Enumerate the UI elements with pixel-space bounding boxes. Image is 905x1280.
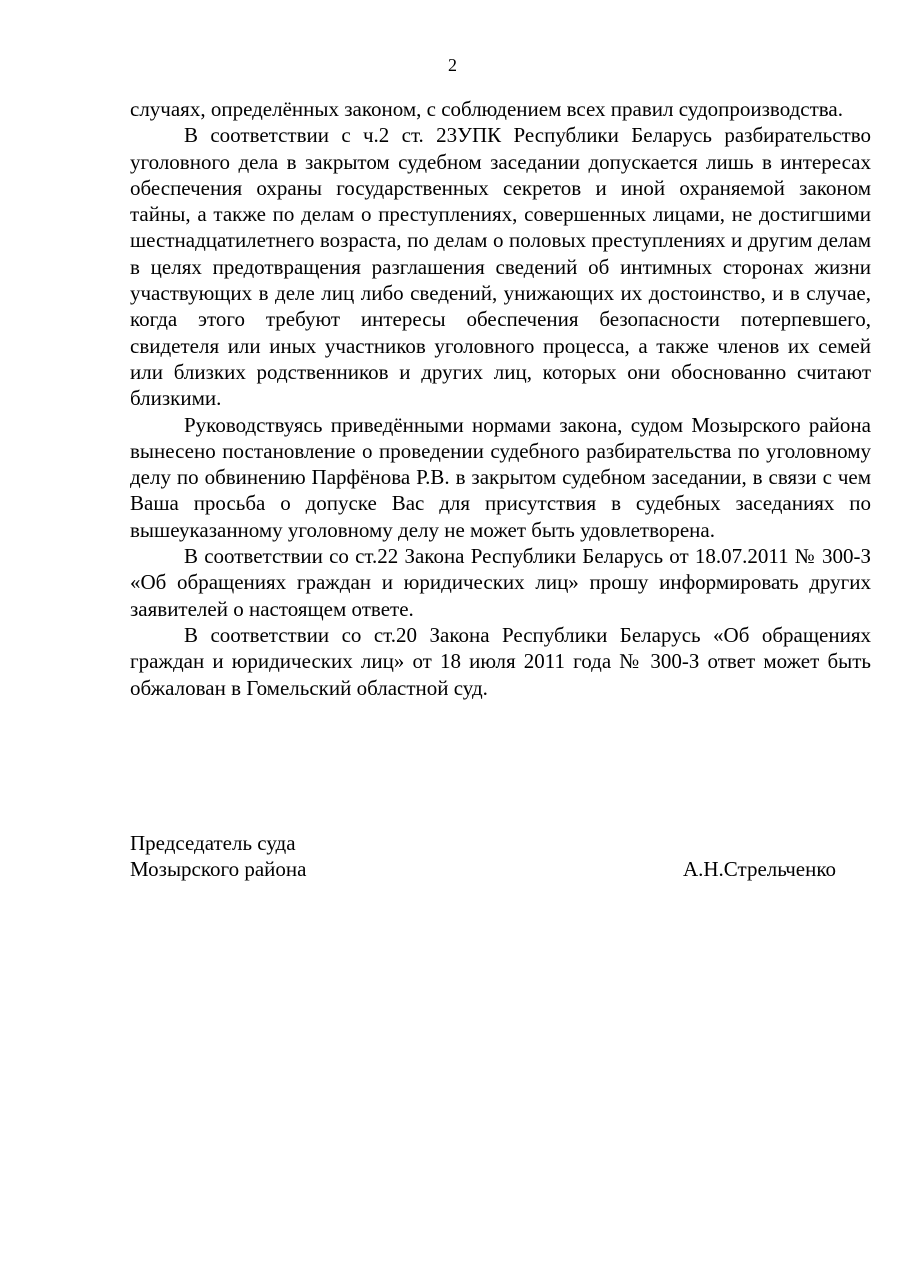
paragraph-continuation: случаях, определённых законом, с соблюдением всех правил судопроизводства. <box>130 97 843 121</box>
page-number: 2 <box>448 55 457 75</box>
signer-position: Председатель суда <box>130 831 296 855</box>
paragraph-appeal: В соответствии со ст.20 Закона Республики Беларусь «Об обращениях граждан и юридических лиц» от 18 июля 2011 года № 300-З ответ может быть обжалован в Гомельский областной суд. <box>130 622 871 700</box>
paragraph-inform-applicants: В соответствии со ст.22 Закона Республики Беларусь от 18.07.2011 № 300-З «Об обращениях граждан и юридических лиц» прошу информировать других заявителей о настоящем ответе. <box>130 544 871 621</box>
signature-line-1 <box>130 830 836 856</box>
signature-block <box>130 830 836 883</box>
signer-name: А.Н.Стрельченко <box>682 857 836 882</box>
letter-body <box>130 96 871 701</box>
paragraph-decision: Руководствуясь приведёнными нормами закона, судом Мозырского района вынесено постановление о проведении судебного разбирательства по уголовному делу по обвинению Парфёнова Р.В. в закрытом судебном заседании, в связи с чем Ваша просьба о допуске Вас для присутствия в судебных заседаниях по вышеуказанному уголовному делу не может быть удовлетворена. <box>130 412 871 542</box>
signer-court: Мозырского района <box>130 857 307 882</box>
paragraph-law-basis: В соответствии с ч.2 ст. 23УПК Республики Беларусь разбирательство уголовного дела в закрытом судебном заседании допускается лишь в интересах обеспечения охраны государственных секретов и иной охраняемой законом тайны, а также по делам о преступлениях, совершенных лицами, не достигшими шестнадцатилетнего возраста, по делам о половых преступлениях и другим делам в целях предотвращения разглашения сведений об интимных сторонах жизни участвующих в деле лиц либо сведений, унижающих их достоинство, и в случае, когда этого требуют интересы обеспечения безопасности потерпевшего, свидетеля или иных участников уголовного процесса, а также членов их семей или близких родственников и других лиц, которых они обоснованно считают близкими. <box>130 123 871 411</box>
signature-line-2 <box>130 856 836 882</box>
